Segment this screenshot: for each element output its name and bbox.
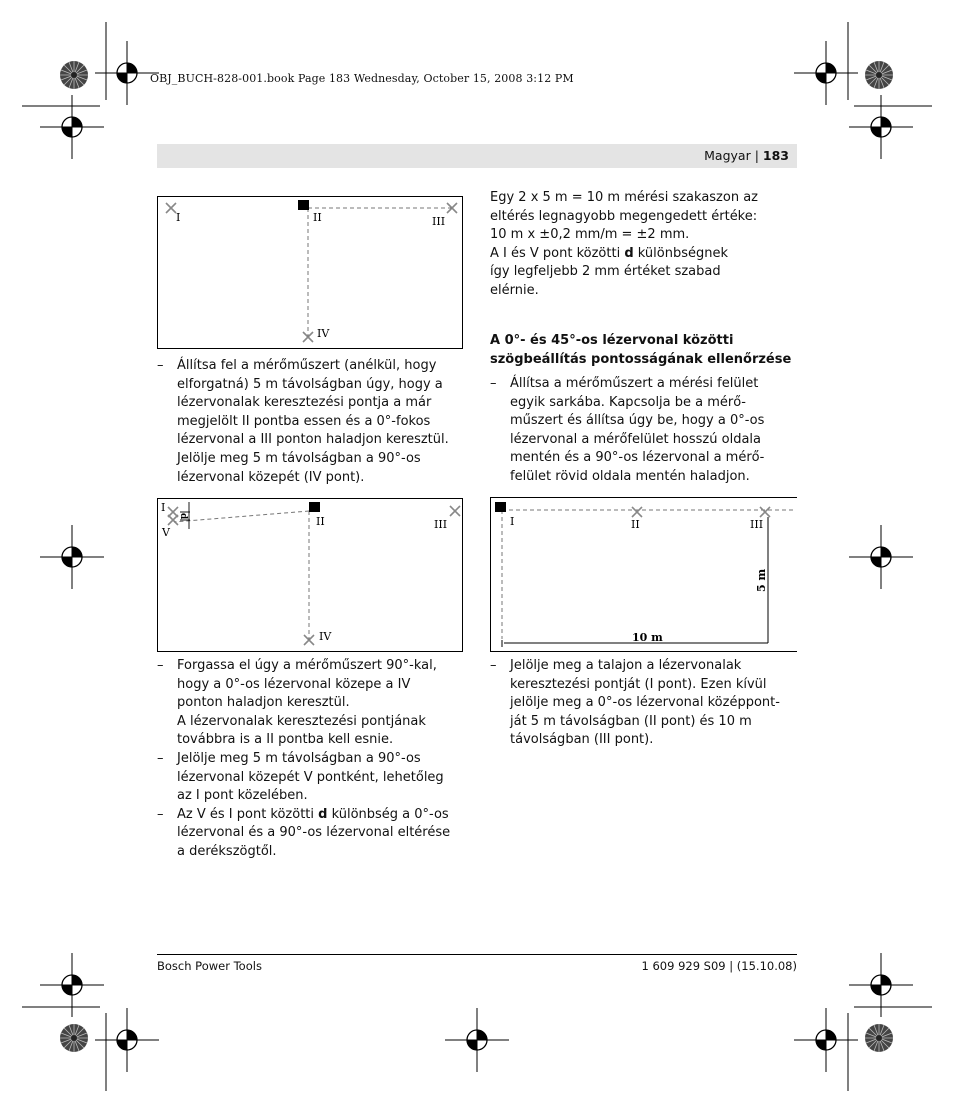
footer-brand: Bosch Power Tools: [157, 959, 262, 973]
label-II: II: [313, 211, 322, 224]
figure-2: [157, 498, 464, 653]
label-II: II: [631, 518, 640, 531]
text-line: Jelölje meg 5 m távolságban a 90°-os: [177, 450, 421, 466]
dimension-10m: 10 m: [632, 631, 663, 644]
text-line: Egy 2 x 5 m = 10 m mérési szakaszon az: [490, 190, 758, 205]
label-IV: IV: [317, 327, 330, 340]
heading-line: szögbeállítás pontosságának ellenőrzése: [490, 351, 792, 367]
right-bullet-1: [490, 375, 800, 487]
text-line: elérnie.: [490, 282, 539, 298]
text-line: hogy a 0°-os lézervonal közepe a IV: [177, 676, 411, 692]
text-line: eltérés legnagyobb megengedett értéke:: [490, 208, 758, 224]
heading-line: A 0°- és 45°-os lézervonal közötti: [490, 333, 734, 348]
figure-3-drawing: [490, 497, 798, 653]
text-line: keresztezési pontját (I pont). Ezen kívül: [510, 676, 767, 692]
cross-mark: [632, 507, 642, 517]
text-line: Állítsa a mérőműszert a mérési felület: [510, 376, 759, 391]
text-line: lézervonal és a 90°-os lézervonal eltérése: [177, 825, 451, 841]
left-bullet-2: [157, 657, 467, 750]
cross-mark: [760, 507, 770, 517]
cross-mark: [166, 203, 176, 213]
bullet-dash: –: [157, 806, 164, 822]
bullet-dash: –: [157, 658, 164, 673]
text-line: ponton haladjon keresztül.: [177, 695, 350, 711]
label-I: I: [161, 501, 166, 514]
label-III: III: [750, 518, 764, 531]
left-bullets-2-4: [157, 657, 467, 862]
text-line: ját 5 m távolságban (II pont) és 10 m: [510, 713, 752, 729]
text-line: mentén és a 90°-os lézervonal a mérő-: [510, 450, 765, 466]
text-line: Jelölje meg 5 m távolságban a 90°-os: [177, 750, 421, 766]
text-line: így legfeljebb 2 mm értéket szabad: [490, 264, 721, 280]
text-line: Állítsa fel a mérőműszert (anélkül, hogy: [177, 358, 437, 373]
right-bullet-2: [490, 657, 800, 750]
left-bullet-1: [157, 357, 467, 487]
text-line: elforgatná) 5 m távolságban úgy, hogy a: [177, 376, 443, 392]
text-line: lézervonal közepét (IV pont).: [177, 469, 365, 485]
bullet-dash: –: [490, 658, 497, 673]
label-d: d: [178, 513, 188, 520]
text-line: jelölje meg a 0°-os lézervonal középpont-: [510, 695, 780, 711]
bold-d: d: [318, 806, 328, 822]
footer-docnumber: 1 609 929 S09 | (15.10.08): [641, 959, 797, 973]
cross-mark: [450, 506, 460, 516]
figure-3: [490, 497, 798, 653]
text-line: lézervonal a mérőfelület hosszú oldala: [510, 431, 761, 447]
text-line: A I és V pont közötti d különbségnek: [490, 245, 729, 261]
dimension-lines: [502, 517, 768, 647]
dimension-5m: 5 m: [755, 568, 768, 592]
text-line: távolságban (III pont).: [510, 732, 654, 748]
label-III: III: [432, 215, 446, 228]
text-line: Az V és I pont közötti d különbség a 0°-os: [177, 806, 449, 822]
text-line: továbbra is a II pontba kell esnie.: [177, 732, 394, 748]
header-language: Magyar: [704, 148, 751, 163]
text-line: a derékszögtől.: [177, 843, 277, 859]
text-line: felület rövid oldala mentén haladjon.: [510, 468, 750, 484]
text-line: egyik sarkába. Kapcsolja be a mérő-: [510, 394, 746, 410]
bold-d: d: [624, 245, 634, 261]
page-header: [157, 144, 797, 168]
label-I: I: [510, 515, 515, 528]
label-IV: IV: [319, 630, 332, 643]
text-line: Forgassa el úgy a mérőműszert 90°-kal,: [177, 658, 437, 673]
header-separator: |: [754, 148, 759, 163]
right-paragraphs: [490, 189, 800, 301]
laser-device: [309, 502, 320, 512]
footer-rule: [157, 954, 797, 955]
header-page-number: 183: [762, 148, 789, 163]
text-line: lézervonal a III ponton haladjon keresztül.: [177, 432, 449, 448]
header-text: [704, 148, 789, 163]
text-line: megjelölt II pontba essen és a 0°-fokos: [177, 413, 431, 429]
text-line: Jelölje meg a talajon a lézervonalak: [510, 658, 742, 673]
figure-1: [157, 196, 464, 350]
bullet-dash: –: [490, 376, 497, 391]
label-III: III: [434, 518, 448, 531]
left-bullet-3: [157, 750, 467, 806]
bullet-dash: –: [157, 750, 164, 766]
cross-mark: [168, 515, 178, 525]
laser-device: [298, 200, 309, 210]
figure-2-drawing: [157, 498, 464, 653]
text-line: az I pont közelében.: [177, 788, 308, 804]
text-line: A lézervonalak keresztezési pontjának: [177, 713, 426, 729]
laser-device: [495, 502, 506, 512]
left-bullet-4: [157, 806, 467, 862]
label-V: V: [162, 526, 170, 539]
slug-line: OBJ_BUCH-828-001.book Page 183 Wednesday, October 15, 2008 3:12 PM: [150, 72, 574, 85]
text-line: 10 m x ±0,2 mm/m = ±2 mm.: [490, 227, 690, 243]
label-I: I: [176, 211, 181, 224]
figure-1-drawing: [157, 196, 464, 350]
bullet-dash: –: [157, 358, 164, 373]
text-line: lézervonal közepét V pontként, lehetőleg: [177, 769, 444, 785]
label-II: II: [316, 515, 325, 528]
text-line: lézervonalak keresztezési pontja a már: [177, 395, 432, 411]
section-heading: [490, 332, 800, 369]
text-line: műszert és állítsa úgy be, hogy a 0°-os: [510, 413, 765, 429]
